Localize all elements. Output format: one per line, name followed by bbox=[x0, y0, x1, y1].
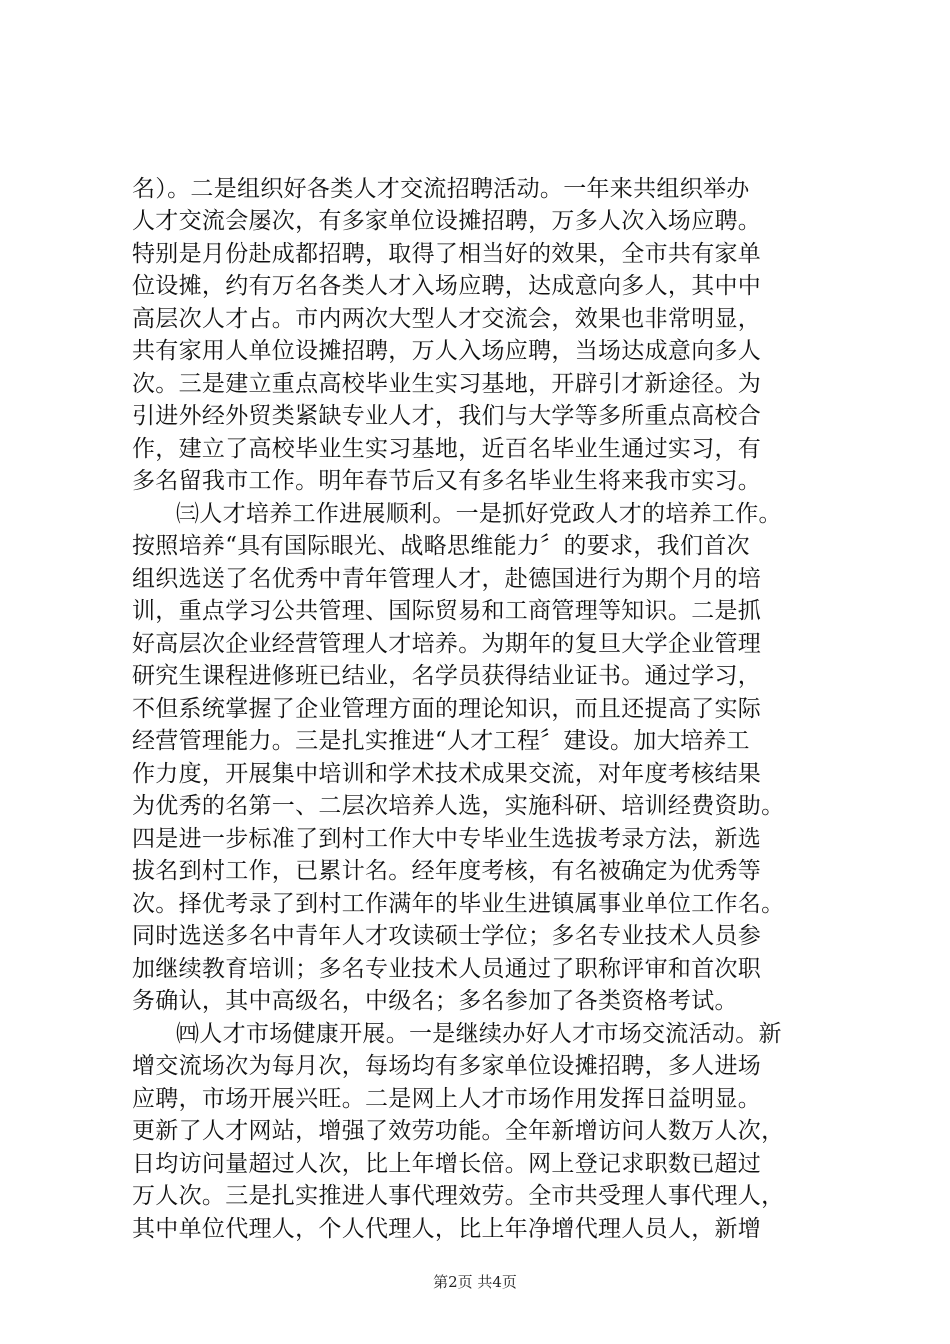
body-text-line: 不但系统掌握了企业管理方面的理论知识，而且还提高了实际 bbox=[132, 696, 762, 722]
section-heading-talent-market: ㈣人才市场健康开展。一是继续办好人才市场交流活动。新 bbox=[176, 1021, 782, 1047]
body-text-line: 人才交流会屡次，有多家单位设摊招聘，万多人次入场应聘。 bbox=[132, 208, 762, 234]
page-number-footer: 第2页 共4页 bbox=[433, 1273, 517, 1291]
body-text-line: 同时选送多名中青年人才攻读硕士学位；多名专业技术人员参 bbox=[132, 923, 762, 949]
body-text-line: 次。择优考录了到村工作满年的毕业生进镇属事业单位工作名。 bbox=[132, 891, 785, 917]
body-text-line: 位设摊，约有万名各类人才入场应聘，达成意向多人，其中中 bbox=[132, 273, 762, 299]
body-text-line: 多名留我市工作。明年春节后又有多名毕业生将来我市实习。 bbox=[132, 468, 762, 494]
body-text-line: 加继续教育培训；多名专业技术人员通过了职称评审和首次职 bbox=[132, 956, 762, 982]
body-text-line: 按照培养“具有国际眼光、战略思维能力〞的要求，我们首次 bbox=[132, 533, 750, 559]
body-text-line: 名）。二是组织好各类人才交流招聘活动。一年来共组织举办 bbox=[132, 176, 750, 202]
body-text-line: 组织选送了名优秀中青年管理人才，赴德国进行为期个月的培 bbox=[132, 566, 762, 592]
body-text-line: 作，建立了高校毕业生实习基地，近百名毕业生通过实习，有 bbox=[132, 436, 762, 462]
body-text-line: 应聘，市场开展兴旺。二是网上人才市场作用发挥日益明显。 bbox=[132, 1086, 762, 1112]
body-text-line: 特别是月份赴成都招聘，取得了相当好的效果，全市共有家单 bbox=[132, 241, 762, 267]
section-heading-talent-training: ㈢人才培养工作进展顺利。一是抓好党政人才的培养工作。 bbox=[176, 501, 782, 527]
body-text-line: 其中单位代理人，个人代理人，比上年净增代理人员人，新增 bbox=[132, 1216, 762, 1242]
body-text-line: 拔名到村工作，已累计名。经年度考核，有名被确定为优秀等 bbox=[132, 858, 762, 884]
body-text-line: 四是进一步标准了到村工作大中专毕业生选拔考录方法，新选 bbox=[132, 826, 762, 852]
body-text-line: 万人次。三是扎实推进人事代理效劳。全市共受理人事代理人， bbox=[132, 1183, 785, 1209]
body-text-line: 日均访问量超过人次，比上年增长倍。网上登记求职数已超过 bbox=[132, 1151, 762, 1177]
body-text-line: 高层次人才占。市内两次大型人才交流会，效果也非常明显， bbox=[132, 306, 762, 332]
body-text-line: 好高层次企业经营管理人才培养。为期年的复旦大学企业管理 bbox=[132, 631, 762, 657]
body-text-line: 为优秀的名第一、二层次培养人选，实施科研、培训经费资助。 bbox=[132, 793, 785, 819]
body-text-line: 共有家用人单位设摊招聘，万人入场应聘，当场达成意向多人 bbox=[132, 338, 762, 364]
body-text-line: 作力度，开展集中培训和学术技术成果交流，对年度考核结果 bbox=[132, 761, 762, 787]
body-text-line: 增交流场次为每月次，每场均有多家单位设摊招聘，多人进场 bbox=[132, 1053, 762, 1079]
body-text-line: 引进外经外贸类紧缺专业人才，我们与大学等多所重点高校合 bbox=[132, 403, 762, 429]
body-text-line: 务确认，其中高级名，中级名；多名参加了各类资格考试。 bbox=[132, 988, 738, 1014]
body-text-line: 经营管理能力。三是扎实推进“人才工程〞建设。加大培养工 bbox=[132, 728, 750, 754]
body-text-line: 研究生课程进修班已结业，名学员获得结业证书。通过学习， bbox=[132, 663, 762, 689]
body-text-line: 次。三是建立重点高校毕业生实习基地，开辟引才新途径。为 bbox=[132, 371, 762, 397]
body-text-line: 更新了人才网站，增强了效劳功能。全年新增访问人数万人次， bbox=[132, 1118, 785, 1144]
body-text-line: 训，重点学习公共管理、国际贸易和工商管理等知识。二是抓 bbox=[132, 598, 762, 624]
